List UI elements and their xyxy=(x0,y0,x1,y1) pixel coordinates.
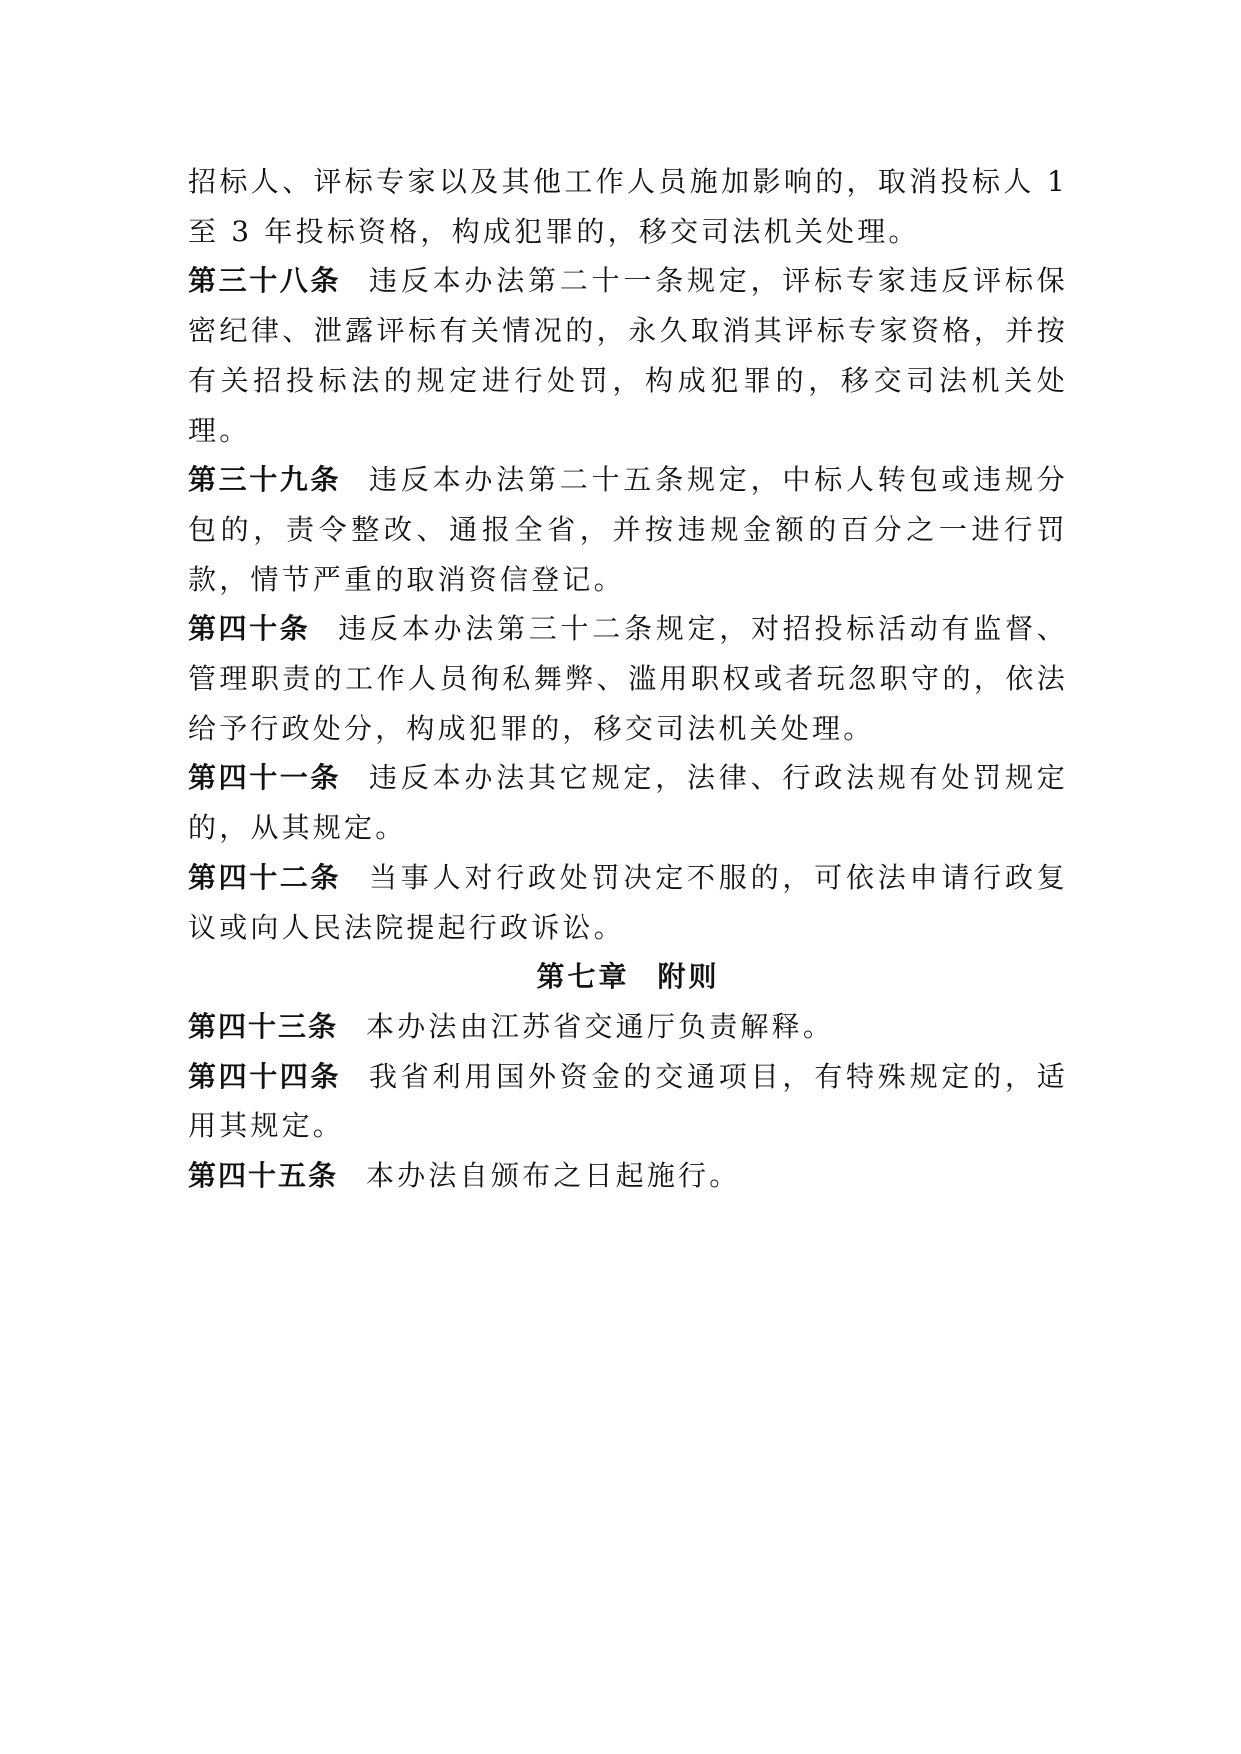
document-body xyxy=(188,157,1068,1201)
article-40 xyxy=(188,604,1068,753)
article-number: 第四十二条 xyxy=(188,860,341,894)
article-number: 第三十八条 xyxy=(188,264,341,298)
article-number: 第四十条 xyxy=(188,612,311,646)
article-45 xyxy=(188,1151,1068,1201)
continuation-text: 招标人、评标专家以及其他工作人员施加影响的，取消投标人 1 至 3 年投标资格，构成犯罪的，移交司法机关处理。 xyxy=(188,165,1068,248)
article-41 xyxy=(188,753,1068,852)
continuation-paragraph xyxy=(188,157,1068,256)
article-text: 违反本办法第二十五条规定，中标人转包或违规分包的，责令整改、通报全省，并按违规金额的百分之一进行罚款，情节严重的取消资信登记。 xyxy=(188,463,1068,596)
article-38 xyxy=(188,256,1068,455)
article-number: 第三十九条 xyxy=(188,463,341,497)
article-44 xyxy=(188,1052,1068,1151)
article-text: 我省利用国外资金的交通项目，有特殊规定的，适用其规定。 xyxy=(188,1059,1068,1143)
article-43 xyxy=(188,1002,1068,1052)
article-number: 第四十三条 xyxy=(188,1009,339,1043)
article-number: 第四十五条 xyxy=(188,1159,339,1193)
article-text: 本办法由江苏省交通厅负责解释。 xyxy=(366,1009,835,1043)
article-text: 当事人对行政处罚决定不服的，可依法申请行政复议或向人民法院提起行政诉讼。 xyxy=(188,860,1068,944)
article-39 xyxy=(188,455,1068,604)
chapter-heading xyxy=(188,952,1068,1002)
article-42 xyxy=(188,853,1068,952)
article-text: 本办法自颁布之日起施行。 xyxy=(366,1159,741,1193)
article-text: 违反本办法其它规定，法律、行政法规有处罚规定的，从其规定。 xyxy=(188,761,1068,845)
article-number: 第四十一条 xyxy=(188,761,341,795)
chapter-number: 第七章 xyxy=(536,960,630,994)
article-number: 第四十四条 xyxy=(188,1059,341,1093)
article-text: 违反本办法第三十二条规定，对招投标活动有监督、管理职责的工作人员徇私舞弊、滥用职权或者玩忽职守的，依法给予行政处分，构成犯罪的，移交司法机关处理。 xyxy=(188,612,1068,745)
article-text: 违反本办法第二十一条规定，评标专家违反评标保密纪律、泄露评标有关情况的，永久取消其评标专家资格，并按有关招投标法的规定进行处罚，构成犯罪的，移交司法机关处理。 xyxy=(188,264,1068,447)
chapter-title: 附则 xyxy=(657,960,720,994)
